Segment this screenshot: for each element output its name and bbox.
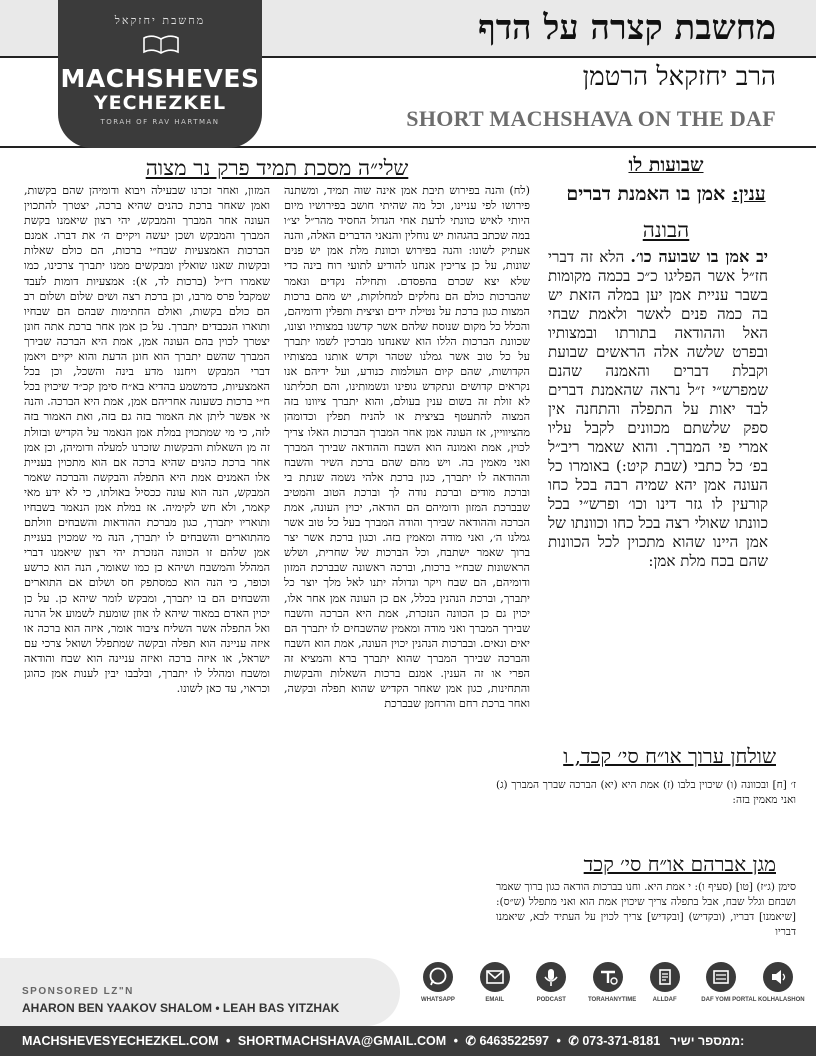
email-link[interactable] (475, 962, 515, 1026)
daf-heading: שבועות לו (628, 154, 704, 176)
shelah-body (24, 183, 530, 775)
magen-avraham-title: מגן אברהם או״ח סי׳ קכד (583, 852, 776, 876)
logo-line2: YECHEZKEL (93, 92, 227, 114)
sponsor-block (22, 986, 382, 1015)
torahanytime-icon (593, 962, 623, 992)
sponsor-names: AHARON BEN YAAKOV SHALOM • LEAH BAS YITZHAK (22, 1001, 340, 1015)
inyan-heading (538, 183, 794, 206)
shelah-title: שלי״ה מסכת תמיד פרק נר מצוה (145, 156, 409, 180)
magen-avraham-text: סימן (ג״ז) [טו] (סעיף ו): י אמת היא. וחנו בברכות הודאה כגון ברוך שאמר ושבחם וגלל שבח, אבל בתפלה צריך שיכוין אמת הוא ואני מתפלל (ש״ס): [שיאמנו] דבריו, (ובקדיש) [ובקדיש] צריך לכוין על העתיד לבא, שיאמנו דבריו (496, 881, 796, 938)
whatsapp-icon (423, 962, 453, 992)
left-column (24, 150, 530, 790)
email-label: EMAIL (485, 997, 504, 1003)
whatsapp-link[interactable] (418, 962, 458, 1026)
whatsapp-number[interactable]: 6463522597 (479, 1034, 550, 1048)
alldaf-link[interactable] (645, 962, 685, 1026)
havana-body: הלא זה דברי חז״ל אשר הפליגו כ״כ בכמה מקומות בשבר עניית אמן יען במלה הזאת יש בה כמה פנים לאשר ולאמת שבחי האל וההודאה בתורתו ובמצותיו ובפרט שלשה אלה הראשים שבועת וקבלת דברים והאמנה שהנם שמפרש״י ז״ל נראה שהאמנת דברים לבד יאות על התפלה והתחנה אין ספק שלשתם מכוונים לקבל עליו אמרי פי המברך. והוא שאמר ריב״ל בפ׳ כל כתבי (שבת קיט:) באומרו כל העונה אמן יהא שמיה רבה בכל כחו קורעין לו גזר דינו וכו׳ ופרש״י בכל כוונתו שאולי רצה בכל כחו וכוונתו של אמן היינו שהוא מתכוין לכל הכוונות שהם בכח מלת אמן: (548, 248, 768, 570)
logo-hebrew: מחשבת יחזקאל (114, 14, 206, 27)
havana-title: הבונה (642, 218, 690, 242)
havana-lead: יב אמן בו שבועה כו׳. (630, 247, 768, 266)
kolhalashon-link[interactable] (757, 962, 805, 1026)
author-name: הרב יחזקאל הרטמן (582, 62, 776, 92)
kolhalashon-label: KOLHALASHON (757, 997, 805, 1003)
torahanytime-link[interactable] (587, 962, 637, 1026)
footer-bar (0, 1026, 816, 1056)
alldaf-label: ALLDAF (652, 997, 677, 1003)
torahanytime-label: TORAHANYTIME (587, 997, 637, 1003)
whatsapp-icon: ✆ (465, 1034, 476, 1048)
book-icon (142, 32, 180, 54)
shelah-text-left: המזון, ואחר זכרנו שבעילה ויבוא ודומיהן שהם בקשות, ואמן שאחר ברכת כהנים שהיא ברכה, יצטרך להתכוין העונה אחר המברך והמבקש, יהי רצון שיאמנו בקשת המברך והמבקש ושכן יעשה ויקיים ה׳ את דברו. אמנם הברכות האמצעיות שבח״י ברכות, הם כולם שאלות ובקשות שאנו שואלין ומבקשים ממנו יתברך צרכינו, כמו שאמרו רז״ל (ברכות לד, א): אמצעיות דומות לעבד שמקבל פרס מרבו, וכן ברכת רצה ושים שלום ושלום רב הם כולם בקשות, ואולם החתימות שבהם הם שבחיו ותוארו הנכבדים יתברך. על כן אמן אחר ברכת אתה חונן יצטרך לכוין בהם העונה אמן, אמת היא הברכה שבירך המברך שהשם יתברך הוא חונן הדעת והוא יקיים ויאמן דברי המבקש ויחננו מדע בינה והשכל, וכן בכל האמצעיות, כדמשמע בהדיא בא״ח סימן קכ״ד שיכוין בכל ח״י ברכות כשעונה אחריהם אמן, אמת היא הברכה. והנה אי אפשר ליתן את האמור בזה גם בזה, ואת האמור בזה לזה, כי מי שמתכוין במלת אמן הנאמר על הקדיש ובזולת זה מן השאלות והבקשות שזכרנו למעלה ודומיהן, וכן אמן אחר ברכת כהנים שהיא ברכה אם הוא מתכוין בעניית אלו האמנים אמת היא התפלה והבקשה והברכה שאמר המבקש, הנה הוא עונה ככסיל באולתו, כי לא ידע מאי קאמר, ולא חש לקימיה. אז במלת אמן הנאמר בשבחיו ותואריו יתברך, כגון מברכת ההודאות והשבחים וזולתם מהתוארים והשבחים לו יתברך, הנה מי שמכוין בעניית אמן שלהם זו הכוונה הנזכרת יהי רצון שיאמנו דברי המהלל והמשבח ושיהא כן כמו שאומר, הנה הוא כרשע וכופר, כי הנה הוא כמסתפק חס ושלום אם התוארים והשבחים הם בו יתברך, ומבקש לומר שיהא כן. על כן יכוין האדם במאוד שיהא לו אוזן שומעת לשמוע אל הרנה ואל התפלה אשר השליח ציבור אומר, איזה הוא ברכה או איזה עניינה הוא תפלה ובקשה שמתפלל ושואל צרכי עם ישראל, או איזה ברכה ואיזה עניינה הוא שבח והודאה ומשבח ומהלל לו יתברך, ובלבבו יבין לענות אמן כהוגן וכראוי, עד כאן לשונו. (24, 184, 270, 696)
logo-tagline: TORAH OF RAV HARTMAN (100, 118, 220, 126)
podcast-link[interactable] (531, 962, 571, 1026)
whatsapp-label: WHATSAPP (421, 997, 455, 1003)
kolhalashon-icon (763, 962, 793, 992)
shulchan-aruch-title: שולחן ערוך או״ח סי׳ קכד, ו (563, 744, 776, 768)
email-link-text[interactable]: SHORTMACHSHAVA@GMAIL.COM (237, 1034, 447, 1048)
havana-text (548, 247, 768, 571)
dafyomi-portal-link[interactable] (701, 962, 757, 1026)
phone-icon: ✆ (568, 1034, 579, 1048)
phone-number[interactable]: 073-371-8181 (582, 1034, 661, 1048)
logo-line1: MACHSHEVES (60, 64, 260, 93)
page-title: מחשבת קצרה על הדף (478, 8, 776, 48)
logo[interactable] (58, 0, 262, 148)
email-icon (480, 962, 510, 992)
phone-label: ממספר ישיר: (669, 1034, 745, 1048)
dafyomi-portal-label: DAF YOMI PORTAL (701, 997, 757, 1003)
alldaf-icon (650, 962, 680, 992)
platform-icons (418, 962, 805, 1026)
website-link[interactable]: MACHSHEVESYECHEZKEL.COM (22, 1034, 219, 1048)
inyan-text: אמן בו האמנת דברים (566, 183, 726, 205)
dafyomi-portal-icon (706, 962, 736, 992)
separator-dot: • (453, 1034, 459, 1048)
podcast-label: PODCAST (536, 997, 566, 1003)
podcast-icon (536, 962, 566, 992)
inyan-label: ענין: (731, 183, 766, 205)
page-header (0, 0, 816, 148)
sponsor-label: SPONSORED LZ"N (22, 986, 134, 997)
english-title: SHORT MACHSHAVA ON THE DAF (406, 106, 776, 131)
right-column (538, 150, 794, 740)
shulchan-aruch-text: ז׳ [ח] ובכוונה (ו) שיכוין בלבו (ז) אמת היא (יא) הברכה שברך המברך (ג) ואני מאמין בזה: (496, 779, 796, 806)
separator-dot: • (226, 1034, 231, 1048)
separator-dot: • (556, 1034, 561, 1048)
shelah-text-right: (לח) והנה בפירוש תיבת אמן אינה שוה תמיד, ומשתנה פירושו לפי עניינו, וכל מה שהיתי חושב בפירושיו מיום היותי לאיש כוונתי לדעת אחי הגדול החסיד מהר״ל יצ״ו במה שכתב בהגהות יש נוחלין והנאני הדברים האלה, והנה אעתיק לשונו: והנה בפירוש וכוונת מלת אמן יש פנים שונות, על כן צריכין אנחנו להודיע לתועי רוח בינה כדי שלא יצא שכרם בהפסדם. ותחילה נקדים ונאמר שהברכות כולם הם נחלקים למחלוקות, יש מהם ברכות המצות כגון ברכת על נטילת ידים וציצית ותפלין ודומיהם, והכלל כל מקום שנוסח שלהם אשר קדשנו במצותיו וצונו, שכוונת הברכות הללו הוא שאנחנו מברכין לשמו יתברך על כל טוב אשר גמלנו שטהר וקדש אותנו במצותיו הקדושות, שהם קיום העולמות כנודע, ועל ידיהם אנו נקראים קדושים ונתקדש גופינו ונשמותינו, והם תכליתנו לא זולת זה בשום ענין בעולם, והוא יתברך ציוונו בזה המצוה להתעטף בציצית או להניח תפלין וכדומהן מהציוויין, אז העונה אמן אחר המברך הברכות האלו צריך לכוין, אמת ואמונה הוא השבח וההודאה שבירך המברך ואני מאמין בה. ויש מהם שהם ברכת השיר והשבח וההודאה לו יתברך, כגון ברכת אלהי נשמה שנתת בי וברכת מודים וברכת נודה לך וברכת הטוב והמטיב שבברכת המזון ודומיהם הם הודאה, יכוין העונה, אמת הברכה וההודאה שבירך והודה המברך בעל כל טוב אשר גמלנו ה׳, ואני מודה ומאמין בזה. וכגון ברכת אשר יצר ברוך שאמר ישתבח, וכל הברכות של שחרית, ושלש הראשונות שבח״י ברכות, וברכה ראשונה שבברכת המזון ודומיהם, הם שבח ויקר וגדולה יתנו לאל מלך יוצר כל יתברך, וברכת הנהנין בכלל, אם כן העונה אמן אחר אלו, יכוין גם כן הכוונה הנזכרת, אמת היא הברכה והשבח שבירך המברך ואני מודה ומאמין שהשבחים לו יתברך הם יאים ונאים. ובברכות הנהנין יכוין העונה, אמת הוא השבח והברכה שבירך המברך שהוא יתברך ברא והמציא זה הפרי או זה הענין. אמנם ברכות השאלות והבקשות והתחינות, כגון אמן שאחר הקדיש שהוא תפלה ובקשה, ואחר ברכת רחם והרחמן שבברכת (284, 184, 530, 711)
